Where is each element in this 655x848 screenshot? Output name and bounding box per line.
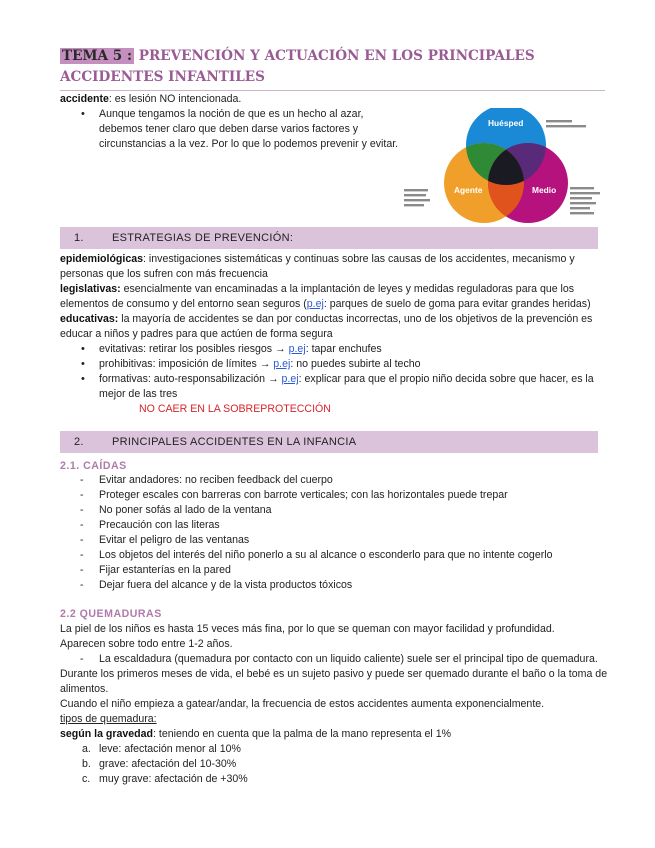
- quemaduras-dash-list: [60, 652, 620, 667]
- item-text: prohibitivas: imposición de límites →: [99, 358, 274, 371]
- list-item: [60, 757, 620, 772]
- list-item: - Precaución con las literas: [60, 518, 620, 533]
- section-1-header: [60, 227, 598, 249]
- venn-svg: [398, 108, 618, 224]
- educativas-term: educativas:: [60, 313, 119, 326]
- section-2-header: [60, 431, 598, 453]
- legislativas-term: legislativas:: [60, 283, 121, 296]
- venn-label-medio: Medio: [532, 185, 557, 195]
- quemaduras-p4: Cuando el niño empieza a gatear/andar, la frecuencia de estos accidentes aumenta exponencialmente.: [60, 698, 545, 711]
- section-2-title: PRINCIPALES ACCIDENTES EN LA INFANCIA: [112, 436, 357, 448]
- title-text: PREVENCIÓN Y ACTUACIÓN EN LOS PRINCIPALES ACCIDENTES INFANTILES: [60, 48, 535, 85]
- quemaduras-heading: 2.2 QUEMADURAS: [60, 608, 162, 620]
- intro-block: [60, 92, 400, 152]
- title-prefix: TEMA 5 :: [62, 48, 133, 64]
- list-marker: a.: [82, 743, 91, 756]
- quemaduras-p1: La piel de los niños es hasta 15 veces más fina, por lo que se queman con mayor facilidad y profundidad.: [60, 623, 555, 635]
- section-2-number: 2.: [74, 436, 84, 448]
- list-marker: b.: [82, 758, 91, 771]
- list-item: [60, 372, 620, 402]
- item-text: formativas: auto-responsabilización →: [99, 373, 282, 386]
- accidente-text: : es lesión NO intencionada.: [108, 93, 242, 105]
- venn-label-huesped: Huésped: [488, 118, 524, 128]
- epidemiologicas-paragraph: [60, 252, 620, 282]
- item-text-end: : tapar enchufes: [305, 343, 382, 356]
- list-item: - Proteger escales con barreras con barrote verticales; con las horizontales puede trepar: [60, 488, 620, 503]
- caidas-content: [60, 473, 620, 593]
- quemaduras-p3: Durante los primeros meses de vida, el bebé es un sujeto pasivo y puede ser quemado durante el baño o la toma de alimentos.: [60, 668, 608, 696]
- gravedad-text: : teniendo en cuenta que la palma de la mano representa el 1%: [153, 728, 452, 741]
- section-1-content: [60, 252, 620, 417]
- epidemiologicas-term: epidemiológicas: [60, 253, 144, 265]
- example-link[interactable]: p.ej: [281, 373, 299, 386]
- gravedad-paragraph: [60, 727, 620, 742]
- educativas-text: la mayoría de accidentes se dan por conductas incorrectas, uno de los objetivos de la prevención es educar a niños y padres para que actúen de forma segura: [60, 313, 593, 341]
- list-item: - La escaldadura (quemadura por contacto con un liquido caliente) suele ser el principal tipo de quemadura.: [60, 652, 620, 667]
- accidente-term: accidente: [60, 93, 109, 105]
- page-title: [60, 46, 605, 91]
- item-text: grave: afectación del 10-30%: [99, 758, 237, 771]
- example-link[interactable]: p.ej: [273, 358, 291, 371]
- list-item: [60, 742, 620, 757]
- grades-list: [60, 742, 620, 787]
- venn-label-agente: Agente: [454, 185, 483, 195]
- intro-list: [60, 107, 400, 152]
- quemaduras-content: [60, 622, 620, 787]
- example-link[interactable]: p.ej: [306, 298, 324, 311]
- item-text-end: : explicar para que el propio niño decida sobre que hacer, es la mejor de las tres: [99, 373, 594, 401]
- caidas-list: [60, 473, 620, 593]
- list-item: - Dejar fuera del alcance y de la vista productos tóxicos: [60, 578, 620, 593]
- item-text-end: : no puedes subirte al techo: [290, 358, 421, 371]
- list-item: [60, 342, 620, 357]
- accidente-definition: [60, 92, 400, 107]
- caidas-heading: 2.1. CAÍDAS: [60, 460, 127, 472]
- section-1-number: 1.: [74, 232, 84, 244]
- item-text: evitativas: retirar los posibles riesgos →: [99, 343, 289, 356]
- warning-text: NO CAER EN LA SOBREPROTECCIÓN: [139, 403, 331, 416]
- educativas-paragraph: [60, 312, 620, 342]
- list-item: - Fijar estanterías en la pared: [60, 563, 620, 578]
- list-item: - Los objetos del interés del niño ponerlo a su al alcance o esconderlo para que no intente cogerlo: [60, 548, 620, 563]
- legislativas-text: esencialmente van encaminadas a la implantación de leyes y medidas reguladoras para que los elementos de consumo y del entorno sean seguros (: [60, 283, 575, 311]
- tipos-heading: tipos de quemadura:: [60, 713, 157, 726]
- list-item: [60, 772, 620, 787]
- example-link[interactable]: p.ej: [288, 343, 306, 356]
- quemaduras-p2: Aparecen sobre todo entre 1-2 años.: [60, 638, 233, 651]
- gravedad-term: según la gravedad: [60, 728, 154, 741]
- list-item: [60, 357, 620, 372]
- legislativas-paragraph: [60, 282, 620, 312]
- intro-bullet: • Aunque tengamos la noción de que es un hecho al azar, debemos tener claro que deben darse varios factores y circunstancias a la vez. Por lo que lo podemos prevenir y evitar.: [60, 107, 400, 152]
- strategy-list: [60, 342, 620, 402]
- list-item: - Evitar el peligro de las ventanas: [60, 533, 620, 548]
- epidemiologicas-text: : investigaciones sistemáticas y continuas sobre las causas de los accidentes, mecanismo y personas que los sufren con más frecuencia: [60, 253, 575, 281]
- venn-diagram: [398, 108, 618, 224]
- item-text: muy grave: afectación de +30%: [99, 773, 248, 786]
- legislativas-text-end: : parques de suelo de goma para evitar grandes heridas): [323, 298, 591, 311]
- list-item: - Evitar andadores: no reciben feedback del cuerpo: [60, 473, 620, 488]
- item-text: leve: afectación menor al 10%: [99, 743, 241, 756]
- list-marker: c.: [82, 773, 91, 786]
- section-1-title: ESTRATEGIAS DE PREVENCIÓN:: [112, 232, 294, 244]
- list-item: - No poner sofás al lado de la ventana: [60, 503, 620, 518]
